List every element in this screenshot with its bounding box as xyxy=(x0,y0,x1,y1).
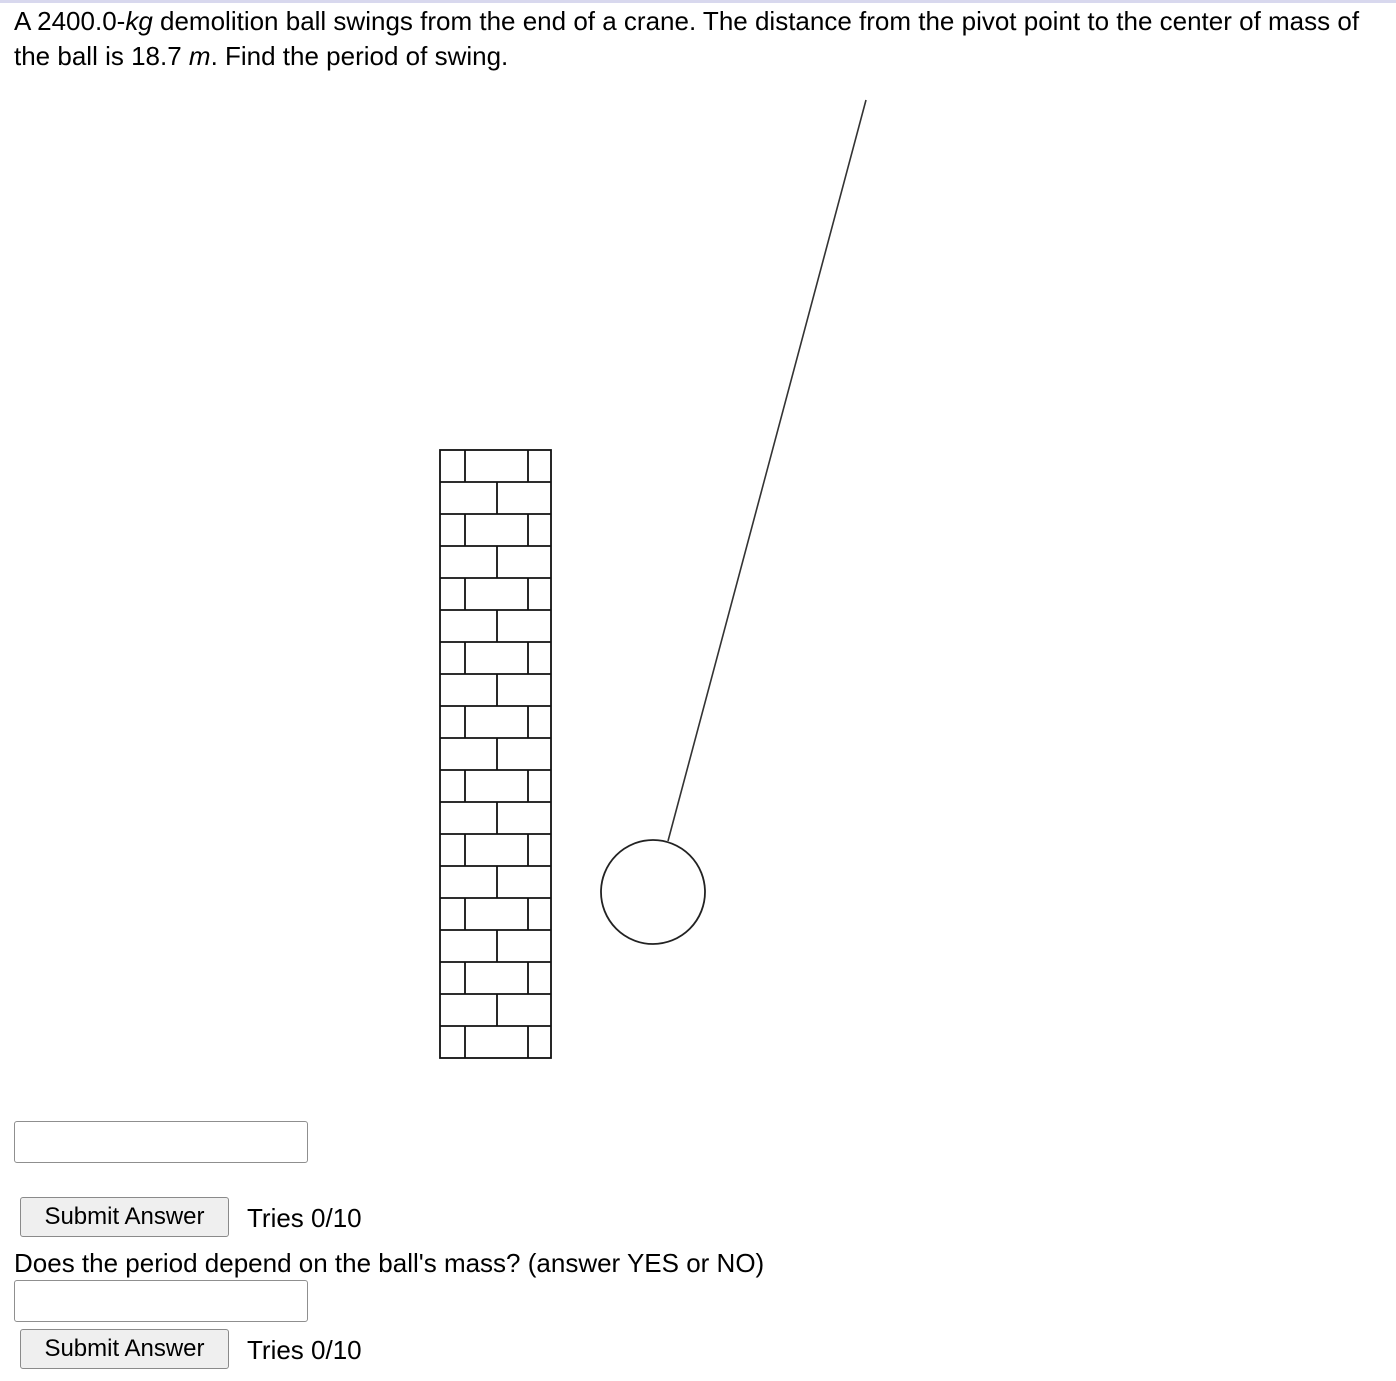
period-answer-input[interactable] xyxy=(14,1121,308,1163)
mass-unit: kg xyxy=(125,6,153,36)
submit-period-button[interactable]: Submit Answer xyxy=(20,1197,229,1237)
question-1-text-part3: . Find the period of swing. xyxy=(210,41,509,71)
crane-cable xyxy=(668,100,866,841)
question-1-text-part2: demolition ball swings from the end of a crane. The distance from the pivot point to the center of mass of the ball is 18.7 xyxy=(14,6,1360,71)
length-unit: m xyxy=(188,41,211,71)
mass-dependence-answer-input[interactable] xyxy=(14,1280,308,1322)
submit-mass-dependence-button[interactable]: Submit Answer xyxy=(20,1329,229,1369)
mass-dependence-tries-counter: Tries 0/10 xyxy=(247,1335,362,1365)
question-1-text-part1: A 2400.0- xyxy=(14,6,126,36)
brick-wall xyxy=(440,450,551,1058)
period-tries-counter: Tries 0/10 xyxy=(247,1203,362,1233)
demolition-ball xyxy=(601,840,705,944)
wall-outline xyxy=(440,450,551,1058)
question-2-text: Does the period depend on the ball's mass? (answer YES or NO) xyxy=(14,1248,765,1278)
